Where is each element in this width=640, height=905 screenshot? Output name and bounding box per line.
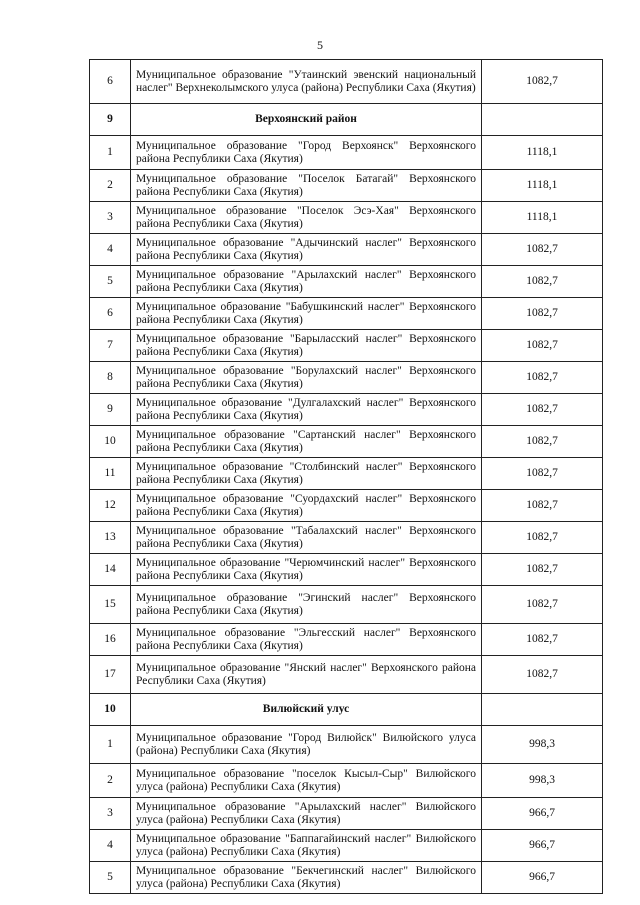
row-value: 966,7 [482,862,603,894]
section-title: Верхоянский район [131,104,482,136]
row-description: Муниципальное образование "Адычинский наслег" Верхоянского района Республики Саха (Якутия) [131,234,482,266]
table-row [90,202,603,234]
row-value: 1082,7 [482,266,603,298]
row-value: 1082,7 [482,394,603,426]
table-row [90,458,603,490]
row-value: 1082,7 [482,362,603,394]
row-value: 1082,7 [482,624,603,656]
table-row [90,426,603,458]
row-number: 5 [90,862,131,894]
row-description: Муниципальное образование "Арылахский наслег" Вилюйского улуса (района) Республики Саха (Якутия) [131,798,482,830]
table-row [90,862,603,894]
row-description: Муниципальное образование "Бабушкинский наслег" Верхоянского района Республики Саха (Якутия) [131,298,482,330]
row-number: 3 [90,202,131,234]
table-row [90,764,603,798]
row-value: 1082,7 [482,586,603,624]
section-header-row [90,104,603,136]
row-number: 6 [90,298,131,330]
row-description: Муниципальное образование "Суордахский наслег" Верхоянского района Республики Саха (Якутия) [131,490,482,522]
table-row [90,136,603,170]
table-row [90,362,603,394]
row-value: 1082,7 [482,60,603,104]
table-row [90,60,603,104]
section-number: 9 [90,104,131,136]
row-value: 1082,7 [482,298,603,330]
row-description: Муниципальное образование "Борулахский наслег" Верхоянского района Республики Саха (Якутия) [131,362,482,394]
table-row [90,656,603,694]
row-description: Муниципальное образование "поселок Кысыл-Сыр" Вилюйского улуса (района) Республики Саха (Якутия) [131,764,482,798]
row-description: Муниципальное образование "Баппагайинский наслег" Вилюйского улуса (района) Республики Саха (Якутия) [131,830,482,862]
row-description: Муниципальное образование "Сартанский наслег" Верхоянского района Республики Саха (Якутия) [131,426,482,458]
row-number: 3 [90,798,131,830]
row-description: Муниципальное образование "Город Вилюйск" Вилюйского улуса (района) Республики Саха (Якутия) [131,726,482,764]
row-value: 1082,7 [482,490,603,522]
row-value: 966,7 [482,798,603,830]
row-description: Муниципальное образование "Эгинский наслег" Верхоянского района Республики Саха (Якутия) [131,586,482,624]
row-value: 998,3 [482,726,603,764]
row-value: 966,7 [482,830,603,862]
page-number: 5 [317,38,323,52]
row-value: 1082,7 [482,656,603,694]
table-row [90,798,603,830]
row-number: 17 [90,656,131,694]
row-description: Муниципальное образование "Бекчегинский наслег" Вилюйского улуса (района) Республики Саха (Якутия) [131,862,482,894]
row-number: 5 [90,266,131,298]
row-description: Муниципальное образование "Янский наслег" Верхоянского района Республики Саха (Якутия) [131,656,482,694]
row-value: 1082,7 [482,426,603,458]
table-row [90,490,603,522]
row-description: Муниципальное образование "Эльгесский наслег" Верхоянского района Республики Саха (Якутия) [131,624,482,656]
row-description: Муниципальное образование "Утаинский эвенский национальный наслег" Верхнеколымского улуса (района) Республики Саха (Якутия) [131,60,482,104]
table-row [90,234,603,266]
table-row [90,522,603,554]
row-value: 1118,1 [482,136,603,170]
row-number: 8 [90,362,131,394]
row-number: 9 [90,394,131,426]
section-empty-cell [482,694,603,726]
row-value: 1082,7 [482,522,603,554]
row-value: 1118,1 [482,202,603,234]
row-number: 2 [90,170,131,202]
row-number: 1 [90,136,131,170]
row-value: 1082,7 [482,234,603,266]
row-number: 6 [90,60,131,104]
row-value: 1118,1 [482,170,603,202]
row-number: 11 [90,458,131,490]
table-row [90,554,603,586]
row-number: 16 [90,624,131,656]
section-title: Вилюйский улус [131,694,482,726]
row-value: 1082,7 [482,330,603,362]
section-number: 10 [90,694,131,726]
section-empty-cell [482,104,603,136]
row-description: Муниципальное образование "Табалахский наслег" Верхоянского района Республики Саха (Якутия) [131,522,482,554]
row-number: 2 [90,764,131,798]
row-description: Муниципальное образование "Столбинский наслег" Верхоянского района Республики Саха (Якутия) [131,458,482,490]
row-number: 4 [90,234,131,266]
row-number: 14 [90,554,131,586]
row-number: 4 [90,830,131,862]
row-number: 12 [90,490,131,522]
section-header-row [90,694,603,726]
row-description: Муниципальное образование "Город Верхоянск" Верхоянского района Республики Саха (Якутия) [131,136,482,170]
row-number: 13 [90,522,131,554]
row-number: 7 [90,330,131,362]
row-number: 10 [90,426,131,458]
row-value: 998,3 [482,764,603,798]
row-description: Муниципальное образование "Поселок Эсэ-Хая" Верхоянского района Республики Саха (Якутия) [131,202,482,234]
row-value: 1082,7 [482,458,603,490]
table-row [90,586,603,624]
table-row [90,330,603,362]
table-row [90,624,603,656]
row-description: Муниципальное образование "Черюмчинский наслег" Верхоянского района Республики Саха (Якутия) [131,554,482,586]
row-description: Муниципальное образование "Арылахский наслег" Верхоянского района Республики Саха (Якутия) [131,266,482,298]
row-number: 1 [90,726,131,764]
row-value: 1082,7 [482,554,603,586]
table-row [90,394,603,426]
row-description: Муниципальное образование "Дулгалахский наслег" Верхоянского района Республики Саха (Якутия) [131,394,482,426]
table-row [90,266,603,298]
row-description: Муниципальное образование "Поселок Батагай" Верхоянского района Республики Саха (Якутия) [131,170,482,202]
table-row [90,298,603,330]
row-number: 15 [90,586,131,624]
table-row [90,170,603,202]
municipalities-table [89,59,603,894]
table-row [90,726,603,764]
table-row [90,830,603,862]
row-description: Муниципальное образование "Барыласский наслег" Верхоянского района Республики Саха (Якутия) [131,330,482,362]
